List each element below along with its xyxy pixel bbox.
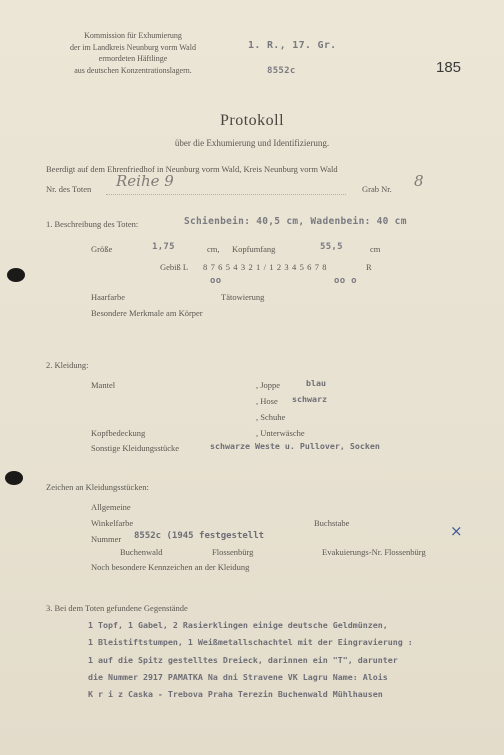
schuhe-label: , Schuhe [256, 412, 286, 422]
s1-heading: 1. Beschreibung des Toten: [46, 219, 139, 229]
hose-label: , Hose [256, 396, 278, 406]
mantel-label: Mantel [91, 380, 116, 390]
org-line-1: Kommission für Exhumierung [84, 31, 182, 40]
nr-toten-value: Reihe 9 [116, 172, 174, 190]
x-mark: × [450, 522, 463, 540]
unterwaesche-label: , Unterwäsche [256, 428, 305, 438]
hose-value: schwarz [292, 394, 327, 404]
page-subtitle: über die Exhumierung und Identifizierung. [174, 138, 330, 148]
kennzeichen-label: Noch besondere Kennzeichen an der Kleidung [91, 562, 250, 572]
haarfarbe-label: Haarfarbe [91, 292, 125, 302]
punch-hole-top [7, 268, 25, 282]
page-number: 185 [436, 59, 462, 76]
zeichen-heading: Zeichen an Kleidungsstücken: [46, 482, 149, 492]
gebiss-marks-left: oo [210, 276, 222, 286]
sonstige-label: Sonstige Kleidungsstücke [91, 443, 180, 453]
gebiss-marks-right: oo o [334, 276, 357, 286]
gebiss-numbers: 8 7 6 5 4 3 2 1 / 1 2 3 4 5 6 7 8 [203, 262, 328, 272]
nummer-value: 8552c (1945 festgestellt [134, 531, 265, 541]
groesse-value: 1,75 [152, 242, 175, 252]
ref-typed: 1. R., 17. Gr. [248, 40, 337, 51]
cm-2: cm [370, 244, 381, 254]
joppe-label: , Joppe [256, 380, 281, 390]
org-line-2: der im Landkreis Neunburg vorm Wald [70, 42, 196, 52]
gebiss-label: Gebiß L [160, 262, 189, 272]
s3-line-2: 1 Bleistiftstumpen, 1 Weißmetallschachtel mit der Eingravierung : [88, 637, 413, 647]
winkelfarbe-label: Winkelfarbe [91, 518, 134, 528]
kopfumfang-value: 55,5 [320, 242, 343, 252]
s3-heading: 3. Bei dem Toten gefundene Gegenstände [46, 603, 188, 613]
buchenwald-label: Buchenwald [120, 547, 163, 557]
groesse-label: Größe [91, 244, 113, 254]
kopfumfang-label: Kopfumfang [232, 244, 276, 254]
gebiss-r: R [366, 262, 372, 272]
s3-line-5: K r i z Caska - Trebova Praha Terezin Buchenwald Mühlhausen [88, 689, 383, 699]
nr-toten-label: Nr. des Toten [46, 184, 92, 194]
evak-label: Evakuierungs-Nr. Flossenbürg [322, 547, 426, 557]
org-header [38, 30, 228, 76]
nummer-label: Nummer [91, 534, 122, 544]
taetowierung-label: Tätowierung [221, 292, 265, 302]
flossenbuerg-label: Flossenbürg [212, 547, 254, 557]
buchstabe-label: Buchstabe [314, 518, 350, 528]
grab-value: 8 [414, 172, 424, 190]
cm-1: cm, [207, 244, 220, 254]
punch-hole-bottom [5, 471, 23, 485]
merkmale-label: Besondere Merkmale am Körper [91, 308, 203, 318]
org-line-3: ermordeten Häftlinge [98, 54, 168, 63]
sonstige-value: schwarze Weste u. Pullover, Socken [210, 441, 380, 451]
s3-line-1: 1 Topf, 1 Gabel, 2 Rasierklingen einige deutsche Geldmünzen, [88, 620, 388, 630]
ref-number: 8552c [267, 66, 296, 76]
page-title: Protokoll [219, 112, 285, 129]
joppe-value: blau [306, 378, 326, 388]
kopfbedeckung-label: Kopfbedeckung [91, 428, 146, 438]
s3-line-3: 1 auf die Spitz gestelltes Dreieck, darinnen ein "T", darunter [88, 655, 398, 665]
s2-heading: 2. Kleidung: [46, 360, 89, 370]
grab-label: Grab Nr. [362, 184, 392, 194]
org-line-4: aus deutschen Konzentrationslagern. [74, 65, 192, 75]
s1-measurements: Schienbein: 40,5 cm, Wadenbein: 40 cm [184, 216, 407, 227]
s3-line-4: die Nummer 2917 PAMATKA Na dni Stravene VK Lagru Name: Alois [88, 672, 388, 682]
burial-line: Beerdigt auf dem Ehrenfriedhof in Neunburg vorm Wald, Kreis Neunburg vorm Wald [46, 164, 338, 174]
allgemeine-label: Allgemeine [91, 502, 131, 512]
